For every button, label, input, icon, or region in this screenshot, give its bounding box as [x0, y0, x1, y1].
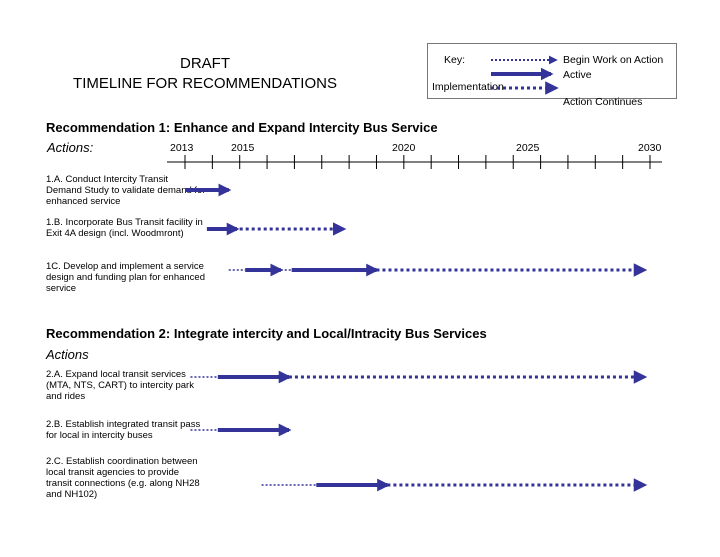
legend-begin-label: Begin Work on Action	[563, 54, 664, 66]
action-2a-label: 2.A. Expand local transit services (MTA, NTS, CART) to intercity park and rides	[46, 369, 194, 402]
rec2-actions-label: Actions	[46, 347, 89, 362]
legend-implementation-label: Implementation	[432, 81, 504, 93]
year-label-2015: 2015	[231, 142, 255, 154]
action-1c-label: 1C. Develop and implement a service design and funding plan for enhanced service	[46, 261, 205, 294]
action-1a-label: 1.A. Conduct Intercity Transit Demand Study to validate demand for enhanced service	[46, 174, 206, 207]
year-label-2013: 2013	[170, 142, 194, 154]
year-label-2020: 2020	[392, 142, 416, 154]
rec1-title: Recommendation 1: Enhance and Expand Intercity Bus Service	[46, 120, 438, 135]
year-label-2025: 2025	[516, 142, 540, 154]
action-1b-label: 1.B. Incorporate Bus Transit facility in Exit 4A design (incl. Woodmront)	[46, 217, 203, 239]
legend-active-label: Active	[563, 69, 592, 81]
draft-label: DRAFT	[180, 55, 230, 72]
legend-key-label: Key:	[444, 54, 466, 66]
legend-continues-label: Action Continues	[563, 96, 643, 108]
rec1-actions-label: Actions:	[47, 140, 94, 155]
action-2c-label: 2.C. Establish coordination between local transit agencies to provide transit connections (e.g. along NH28 and NH102)	[46, 456, 200, 500]
page-title: TIMELINE FOR RECOMMENDATIONS	[73, 75, 337, 92]
action-2b-label: 2.B. Establish integrated transit pass for local in intercity buses	[46, 419, 201, 441]
rec2-title: Recommendation 2: Integrate intercity and Local/Intracity Bus Services	[46, 326, 487, 341]
year-label-2030: 2030	[638, 142, 662, 154]
